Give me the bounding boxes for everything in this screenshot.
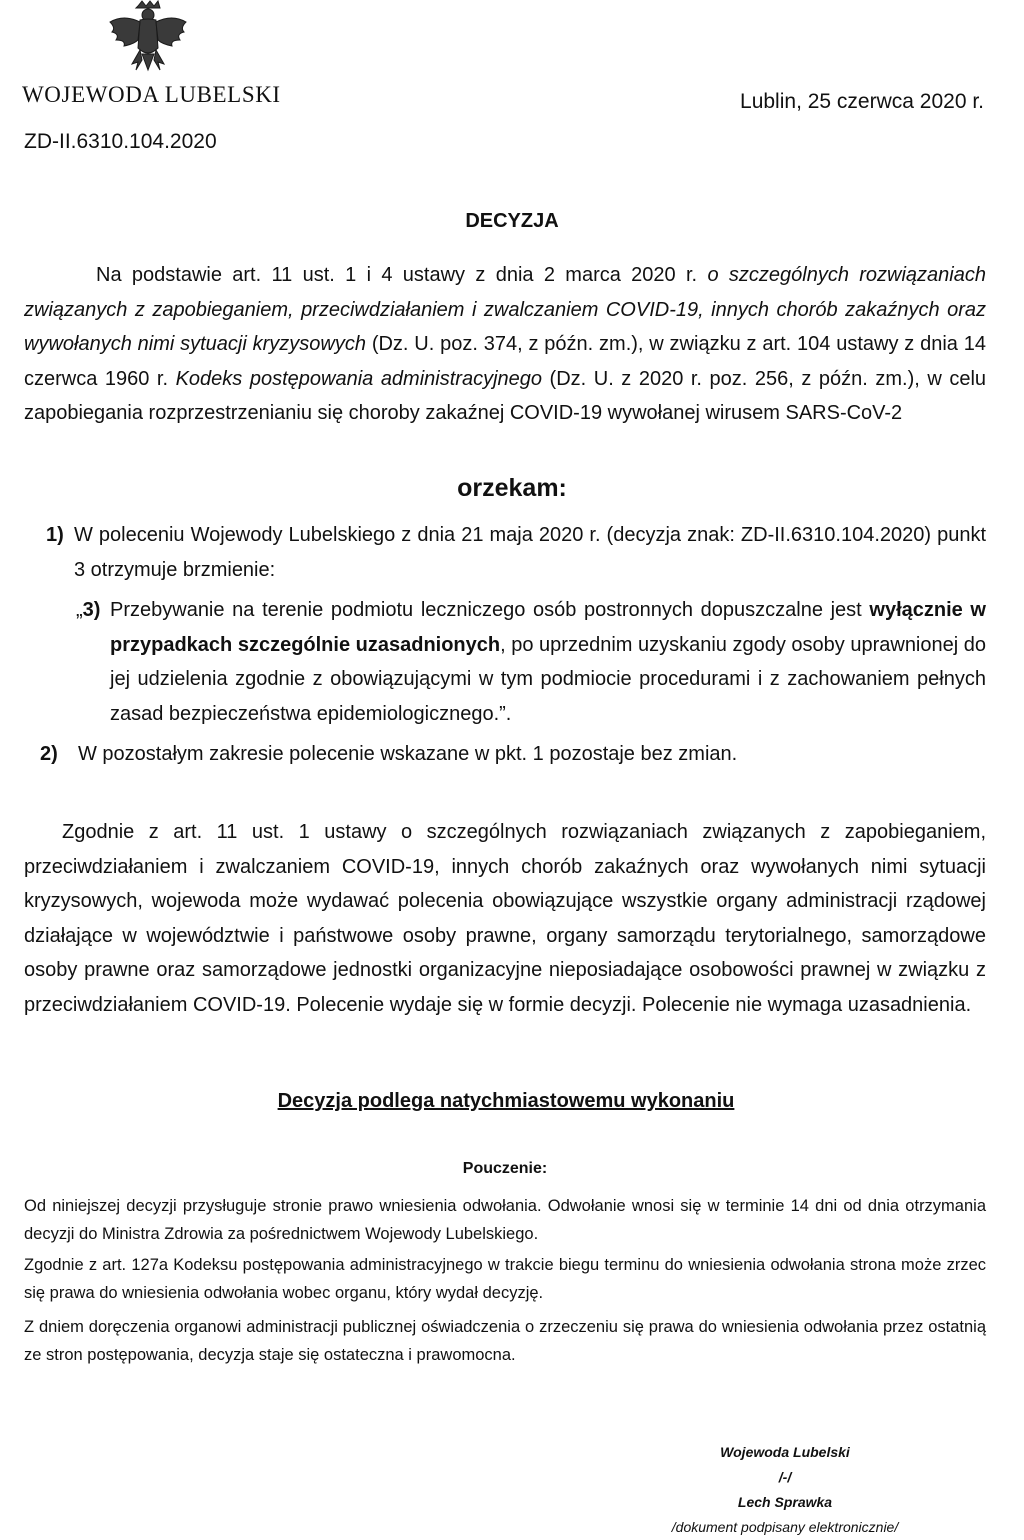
instruction-heading: Pouczenie: <box>462 1160 548 1177</box>
instruction-paragraph-1: Od niniejszej decyzji przysługuje stronie prawo wniesienia odwołania. Odwołanie wnosi się w terminie 14 dni od dnia otrzymania decyzji do Ministra Zdrowia za pośrednictwem Wojewody Lubelskiego. <box>24 1197 986 1243</box>
legal-basis-text-1: Na podstawie art. 11 ust. 1 i 4 ustawy z dnia 2 marca 2020 r. <box>96 264 708 286</box>
point-2-number: 2) <box>40 743 58 765</box>
signature-electronic-note: /dokument podpisany elektronicznie/ <box>671 1519 899 1535</box>
signature-mark: /-/ <box>778 1469 792 1485</box>
legal-basis-text-3: (Dz. U. z 2020 r. poz. 256, z późn. zm.), w celu zapobiegania rozprzestrzenianiu się choroby zakaźnej COVID-19 wywołanej wirusem SARS-CoV-2 <box>24 367 987 424</box>
signature-title: Wojewoda Lubelski <box>720 1444 850 1460</box>
legal-basis-act-title: o szczególnych rozwiązaniach związanych z zapobieganiem, przeciwdziałaniem i zwalczaniem COVID-19, innych chorób zakaźnych oraz wywołanych nimi sytuacji kryzysowych <box>24 264 986 355</box>
legal-basis-paragraph <box>24 258 986 431</box>
document-title: DECYZJA <box>465 210 559 232</box>
quote-bold-text: wyłącznie w przypadkach szczególnie uzasadnionych <box>110 599 986 656</box>
quote-point-number: 3) <box>82 599 101 621</box>
justification-paragraph <box>24 815 986 1022</box>
quote-text-2: , po uprzednim uzyskaniu zgody osoby uprawnionej do jej udzielenia zgodnie z obowiązującymi w tym podmiocie procedurami i z zachowaniem pełnych zasad bezpieczeństwa epidemiologicznego.”. <box>110 633 986 725</box>
case-reference: ZD-II.6310.104.2020 <box>24 130 217 153</box>
legal-basis-code-title: Kodeks postępowania administracyjnego <box>175 367 543 390</box>
point-2-text: W pozostałym zakresie polecenie wskazane w pkt. 1 pozostaje bez zmian. <box>78 743 738 765</box>
point-1-number: 1) <box>46 524 64 546</box>
amended-point-quote <box>76 593 986 731</box>
immediate-execution-notice: Decyzja podlega natychmiastowemu wykonaniu <box>277 1090 735 1112</box>
quote-text-1: Przebywanie na terenie podmiotu leczniczego osób postronnych dopuszczalne jest <box>110 599 870 621</box>
quote-open-mark: „ <box>76 599 83 621</box>
justification-text: Zgodnie z art. 11 ust. 1 ustawy o szczególnych rozwiązaniach związanych z zapobieganiem, przeciwdziałaniem i zwalczaniem COVID-19, innych chorób zakaźnych oraz wywołanych nimi sytuacji kryzysowych, wojewoda może wydawać polecenia obowiązujące wszystkie organy administracji rządowej działające w województwie i państwowe osoby prawne, organy samorządu terytorialnego, samorządowe osoby prawne oraz samorządowe jednostki organizacyjne nieposiadające osobowości prawnej w związku z przeciwdziałaniem COVID-19. Polecenie wydaje się w formie decyzji. Polecenie nie wymaga uzasadnienia. <box>24 821 986 1016</box>
legal-basis-text-2: (Dz. U. poz. 374, z późn. zm.), w związku z art. 104 ustawy z dnia 14 czerwca 1960 r. <box>24 333 986 390</box>
instruction-paragraph-2: Zgodnie z art. 127a Kodeksu postępowania administracyjnego w trakcie biegu terminu do wniesienia odwołania strona może zrzec się prawa do wniesienia odwołania wobec organu, który wydał decyzję. <box>24 1256 986 1302</box>
instruction-paragraph-3: Z dniem doręczenia organowi administracji publicznej oświadczenia o zrzeczeniu się prawa do wniesienia odwołania przez ostatnią ze stron postępowania, decyzja staje się ostateczna i prawomocna. <box>24 1318 986 1364</box>
eagle-emblem-icon <box>104 0 192 84</box>
point-1-text: W poleceniu Wojewody Lubelskiego z dnia 21 maja 2020 r. (decyzja znak: ZD-II.6310.104.2020) punkt 3 otrzymuje brzmienie: <box>74 524 986 581</box>
orzekam-heading: orzekam: <box>457 474 567 502</box>
issuing-office: WOJEWODA LUBELSKI <box>22 82 281 107</box>
signature-name: Lech Sprawka <box>737 1494 833 1510</box>
signature-block <box>640 1440 930 1540</box>
place-and-date: Lublin, 25 czerwca 2020 r. <box>740 90 984 113</box>
